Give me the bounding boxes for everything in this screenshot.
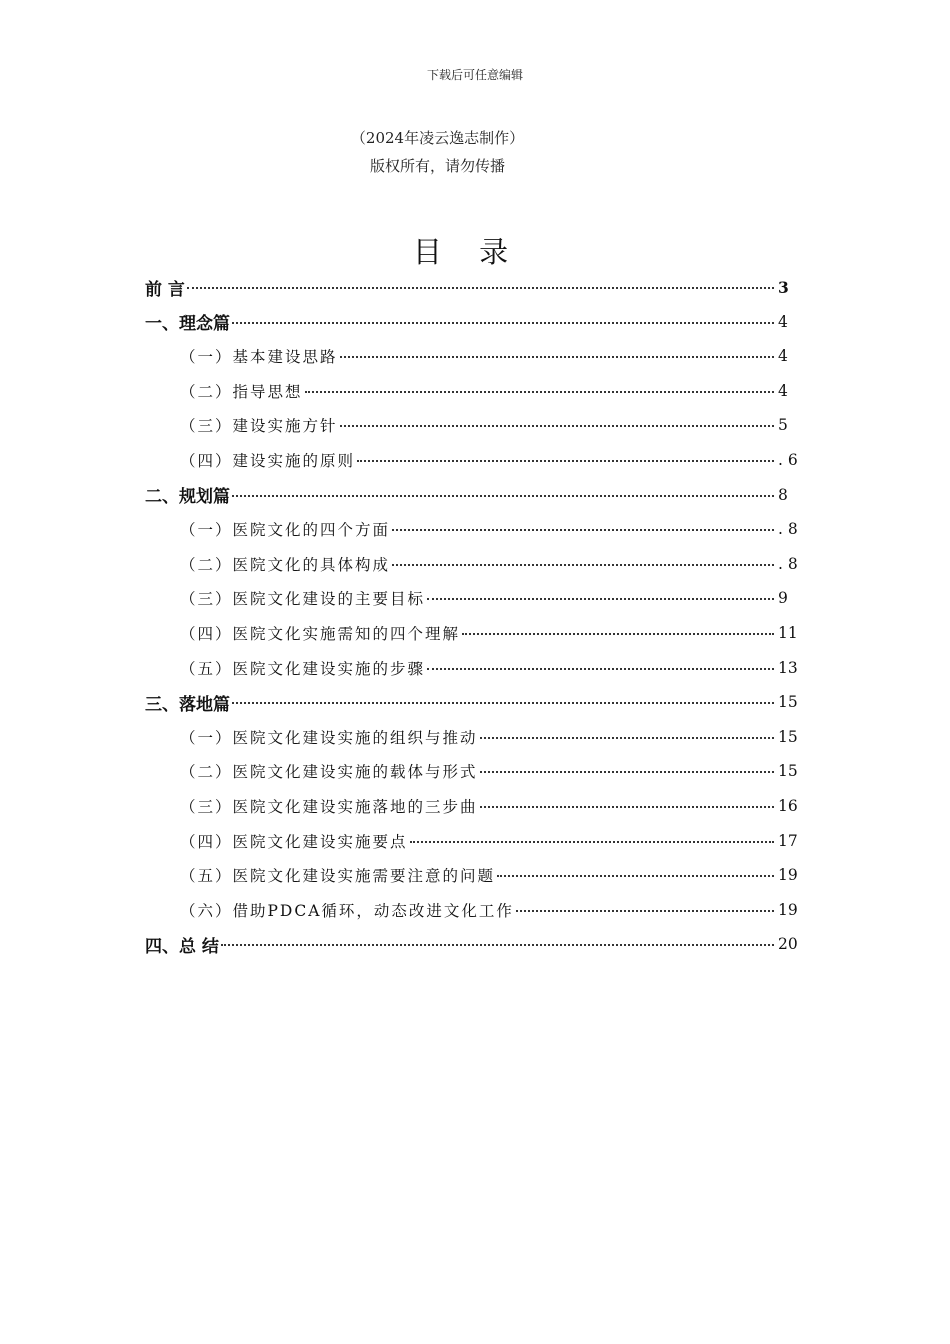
toc-entry-page: 3 xyxy=(778,277,789,297)
toc-leader-dots xyxy=(410,841,774,843)
toc-entry-label: （三）医院文化建设实施落地的三步曲 xyxy=(180,798,478,816)
toc-entry[interactable] xyxy=(180,342,800,370)
toc-entry[interactable] xyxy=(145,930,800,958)
toc-entry-label: 二、规划篇 xyxy=(145,487,230,508)
toc-leader-dots xyxy=(516,910,774,912)
toc-entry-label: （四）建设实施的原则 xyxy=(180,452,356,470)
toc-entry-label: （四）医院文化实施需知的四个理解 xyxy=(180,625,461,643)
toc-entry-label: （一）医院文化建设实施的组织与推动 xyxy=(180,728,478,747)
toc-entry-page: 13 xyxy=(778,658,798,677)
toc-entry-label: （三）建设实施方针 xyxy=(180,417,338,436)
toc-entry-label: （一）医院文化的四个方面 xyxy=(180,521,391,540)
toc-entry-page: 5 xyxy=(778,416,788,435)
toc-entry-page: 4 xyxy=(778,312,788,331)
toc-entry-page: 4 xyxy=(778,381,788,400)
toc-entry[interactable] xyxy=(180,515,800,543)
toc-leader-dots xyxy=(357,460,774,462)
toc-entry-page: 19 xyxy=(778,900,798,919)
toc-entry-page: 16 xyxy=(778,797,798,815)
toc-entry[interactable] xyxy=(180,723,800,751)
toc-leader-dots xyxy=(232,322,774,324)
toc-entry[interactable] xyxy=(145,273,800,301)
toc-leader-dots xyxy=(480,737,774,739)
copyright-line-1: （2024年凌云逸志制作） xyxy=(350,129,525,147)
toc-entry[interactable] xyxy=(180,619,800,647)
toc-leader-dots xyxy=(187,287,774,289)
toc-entry-label: （六）借助PDCA循环，动态改进文化工作 xyxy=(180,901,514,920)
toc-entry-label: 四、总 结 xyxy=(145,936,219,957)
toc-entry-page: 9 xyxy=(778,589,788,608)
toc-leader-dots xyxy=(497,875,774,877)
toc-leader-dots xyxy=(232,702,774,704)
toc-leader-dots xyxy=(462,633,774,635)
copyright-block xyxy=(0,124,875,180)
toc-entry[interactable] xyxy=(180,827,800,855)
toc-entry-label: （五）医院文化建设实施需要注意的问题 xyxy=(180,867,496,886)
toc-entry-label: （二）医院文化的具体构成 xyxy=(180,555,391,574)
toc-entry[interactable] xyxy=(145,308,800,336)
toc-entry-page: 15 xyxy=(778,762,798,781)
toc-entry[interactable] xyxy=(180,446,800,474)
toc-entry[interactable] xyxy=(180,411,800,439)
toc-entry-page: 19 xyxy=(778,866,798,885)
header-note: 下载后可任意编辑 xyxy=(426,68,523,82)
toc-entry-page: 20 xyxy=(778,935,798,954)
toc-entry[interactable] xyxy=(180,792,800,820)
toc-entry[interactable] xyxy=(145,481,800,509)
toc-title: 目 录 xyxy=(412,235,523,269)
toc-leader-dots xyxy=(480,806,774,808)
copyright-line-2: 版权所有，请勿传播 xyxy=(369,157,505,175)
toc-entry[interactable] xyxy=(145,688,800,716)
toc-entry-page: 11 xyxy=(778,624,798,642)
toc-leader-dots xyxy=(480,771,774,773)
toc-entry-label: （五）医院文化建设实施的步骤 xyxy=(180,659,426,678)
toc-leader-dots xyxy=(392,564,774,566)
toc-entry-page: . 8 xyxy=(778,520,798,539)
toc-entry-label: （二）医院文化建设实施的载体与形式 xyxy=(180,763,478,782)
toc-entry[interactable] xyxy=(180,654,800,682)
toc-leader-dots xyxy=(305,391,774,393)
toc-entry-page: 8 xyxy=(778,485,788,504)
toc-leader-dots xyxy=(232,495,774,497)
toc-entry-page: 15 xyxy=(778,727,798,746)
toc-entry[interactable] xyxy=(180,550,800,578)
toc-entry-page: 4 xyxy=(778,347,788,366)
toc-leader-dots xyxy=(340,356,774,358)
toc-entry[interactable] xyxy=(180,757,800,785)
toc-entry-page: 17 xyxy=(778,831,798,850)
toc-entry-page: . 6 xyxy=(778,451,798,469)
toc-entry[interactable] xyxy=(180,861,800,889)
toc-entry-label: 一、理念篇 xyxy=(145,314,230,335)
toc-entry-label: 前 言 xyxy=(145,279,185,300)
toc-entry-label: （四）医院文化建设实施要点 xyxy=(180,832,408,851)
toc-leader-dots xyxy=(427,598,774,600)
toc-entry[interactable] xyxy=(180,584,800,612)
toc-leader-dots xyxy=(340,425,774,427)
toc-entry[interactable] xyxy=(180,896,800,924)
toc-entry-label: （三）医院文化建设的主要目标 xyxy=(180,590,426,609)
toc-leader-dots xyxy=(427,668,774,670)
toc-entry-page: 15 xyxy=(778,693,798,712)
toc-entry-page: . 8 xyxy=(778,554,798,573)
toc-entry[interactable] xyxy=(180,377,800,405)
toc-leader-dots xyxy=(392,529,774,531)
toc-entry-label: （二）指导思想 xyxy=(180,382,303,401)
toc-leader-dots xyxy=(221,944,774,946)
toc-entry-label: 三、落地篇 xyxy=(145,694,230,715)
toc-entry-label: （一）基本建设思路 xyxy=(180,348,338,367)
